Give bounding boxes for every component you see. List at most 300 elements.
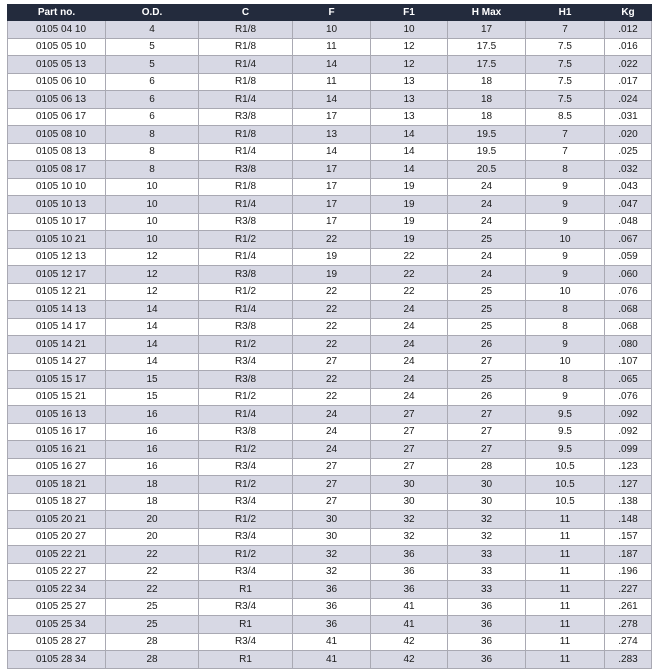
header-part-no: Part no.	[8, 5, 106, 21]
cell-f1: 27	[371, 406, 448, 424]
cell-h1: 7	[526, 126, 605, 144]
cell-f1: 41	[371, 598, 448, 616]
cell-h1: 9	[526, 388, 605, 406]
cell-f: 24	[293, 441, 371, 459]
cell-od: 12	[106, 248, 199, 266]
cell-c: R1/2	[199, 336, 293, 354]
table-row	[8, 108, 652, 126]
table-row	[8, 248, 652, 266]
cell-part-no: 0105 22 21	[8, 546, 106, 564]
cell-f: 36	[293, 598, 371, 616]
cell-od: 8	[106, 161, 199, 179]
cell-f: 19	[293, 266, 371, 284]
table-row	[8, 616, 652, 634]
cell-kg: .261	[605, 598, 652, 616]
cell-od: 12	[106, 266, 199, 284]
cell-f1: 22	[371, 248, 448, 266]
cell-od: 12	[106, 283, 199, 301]
cell-c: R3/4	[199, 633, 293, 651]
cell-kg: .092	[605, 423, 652, 441]
cell-h-max: 19.5	[448, 126, 526, 144]
cell-c: R1	[199, 616, 293, 634]
cell-f: 13	[293, 126, 371, 144]
cell-kg: .012	[605, 21, 652, 39]
cell-part-no: 0105 14 17	[8, 318, 106, 336]
cell-part-no: 0105 15 17	[8, 371, 106, 389]
cell-part-no: 0105 10 21	[8, 231, 106, 249]
table-row	[8, 528, 652, 546]
cell-od: 16	[106, 406, 199, 424]
table-row	[8, 633, 652, 651]
cell-part-no: 0105 10 13	[8, 196, 106, 214]
cell-c: R1	[199, 651, 293, 669]
cell-od: 14	[106, 336, 199, 354]
cell-h-max: 18	[448, 73, 526, 91]
cell-od: 16	[106, 423, 199, 441]
cell-part-no: 0105 05 13	[8, 56, 106, 74]
cell-h-max: 17.5	[448, 56, 526, 74]
cell-h1: 7.5	[526, 73, 605, 91]
cell-h-max: 19.5	[448, 143, 526, 161]
cell-part-no: 0105 22 27	[8, 563, 106, 581]
cell-f1: 24	[371, 301, 448, 319]
cell-f: 24	[293, 423, 371, 441]
cell-od: 28	[106, 633, 199, 651]
cell-part-no: 0105 08 13	[8, 143, 106, 161]
cell-kg: .278	[605, 616, 652, 634]
cell-h1: 11	[526, 581, 605, 599]
table-row	[8, 38, 652, 56]
cell-part-no: 0105 12 21	[8, 283, 106, 301]
cell-f1: 32	[371, 511, 448, 529]
cell-c: R1/4	[199, 301, 293, 319]
cell-c: R1/2	[199, 388, 293, 406]
cell-c: R1/4	[199, 406, 293, 424]
cell-h1: 9.5	[526, 441, 605, 459]
cell-f1: 24	[371, 388, 448, 406]
cell-f1: 42	[371, 651, 448, 669]
cell-h-max: 18	[448, 91, 526, 109]
cell-od: 14	[106, 301, 199, 319]
cell-f: 22	[293, 336, 371, 354]
cell-part-no: 0105 16 27	[8, 458, 106, 476]
table-row	[8, 581, 652, 599]
cell-h-max: 24	[448, 266, 526, 284]
cell-c: R3/8	[199, 318, 293, 336]
table-row	[8, 91, 652, 109]
cell-h1: 7	[526, 143, 605, 161]
cell-h1: 9	[526, 178, 605, 196]
cell-f: 17	[293, 213, 371, 231]
cell-h-max: 20.5	[448, 161, 526, 179]
cell-c: R1/2	[199, 283, 293, 301]
cell-f: 11	[293, 73, 371, 91]
cell-f: 22	[293, 283, 371, 301]
cell-f1: 30	[371, 476, 448, 494]
parts-table-container	[7, 4, 651, 669]
table-row	[8, 161, 652, 179]
cell-h-max: 28	[448, 458, 526, 476]
table-row	[8, 56, 652, 74]
cell-f1: 27	[371, 458, 448, 476]
cell-h1: 11	[526, 598, 605, 616]
cell-od: 10	[106, 178, 199, 196]
cell-f1: 24	[371, 371, 448, 389]
cell-kg: .107	[605, 353, 652, 371]
cell-f: 27	[293, 476, 371, 494]
cell-h1: 8	[526, 161, 605, 179]
cell-f: 36	[293, 581, 371, 599]
cell-od: 6	[106, 108, 199, 126]
cell-f1: 14	[371, 161, 448, 179]
cell-h1: 9.5	[526, 406, 605, 424]
cell-od: 22	[106, 546, 199, 564]
cell-c: R3/8	[199, 213, 293, 231]
cell-h-max: 32	[448, 528, 526, 546]
cell-h-max: 36	[448, 616, 526, 634]
table-header	[8, 5, 652, 21]
cell-kg: .076	[605, 283, 652, 301]
cell-f1: 27	[371, 423, 448, 441]
cell-f1: 24	[371, 336, 448, 354]
cell-od: 15	[106, 388, 199, 406]
cell-od: 10	[106, 196, 199, 214]
cell-part-no: 0105 05 10	[8, 38, 106, 56]
cell-part-no: 0105 16 13	[8, 406, 106, 424]
table-row	[8, 563, 652, 581]
cell-kg: .022	[605, 56, 652, 74]
cell-h1: 10.5	[526, 476, 605, 494]
cell-f: 32	[293, 546, 371, 564]
cell-part-no: 0105 15 21	[8, 388, 106, 406]
cell-c: R1/2	[199, 476, 293, 494]
cell-h-max: 25	[448, 301, 526, 319]
cell-kg: .060	[605, 266, 652, 284]
cell-c: R1/4	[199, 248, 293, 266]
table-row	[8, 318, 652, 336]
cell-f: 24	[293, 406, 371, 424]
cell-h1: 7.5	[526, 56, 605, 74]
cell-f: 27	[293, 353, 371, 371]
header-row	[8, 5, 652, 21]
cell-f: 41	[293, 651, 371, 669]
cell-h1: 11	[526, 633, 605, 651]
cell-f: 17	[293, 196, 371, 214]
cell-part-no: 0105 12 13	[8, 248, 106, 266]
cell-f1: 27	[371, 441, 448, 459]
cell-kg: .068	[605, 301, 652, 319]
cell-f1: 22	[371, 266, 448, 284]
cell-c: R1/8	[199, 73, 293, 91]
cell-f: 10	[293, 21, 371, 39]
cell-od: 8	[106, 126, 199, 144]
header-f: F	[293, 5, 371, 21]
cell-f1: 19	[371, 178, 448, 196]
cell-od: 20	[106, 528, 199, 546]
cell-h-max: 27	[448, 353, 526, 371]
cell-od: 18	[106, 493, 199, 511]
cell-h-max: 30	[448, 476, 526, 494]
cell-h-max: 24	[448, 213, 526, 231]
cell-c: R1/2	[199, 441, 293, 459]
cell-f: 30	[293, 511, 371, 529]
cell-f1: 41	[371, 616, 448, 634]
cell-part-no: 0105 12 17	[8, 266, 106, 284]
cell-h1: 11	[526, 528, 605, 546]
cell-f1: 19	[371, 231, 448, 249]
table-row	[8, 266, 652, 284]
cell-c: R3/8	[199, 161, 293, 179]
cell-part-no: 0105 16 21	[8, 441, 106, 459]
cell-kg: .032	[605, 161, 652, 179]
cell-part-no: 0105 16 17	[8, 423, 106, 441]
table-row	[8, 73, 652, 91]
cell-h-max: 33	[448, 581, 526, 599]
cell-kg: .024	[605, 91, 652, 109]
cell-h-max: 27	[448, 441, 526, 459]
cell-od: 14	[106, 318, 199, 336]
table-row	[8, 126, 652, 144]
cell-kg: .274	[605, 633, 652, 651]
table-row	[8, 511, 652, 529]
table-row	[8, 353, 652, 371]
cell-part-no: 0105 20 27	[8, 528, 106, 546]
cell-f1: 19	[371, 213, 448, 231]
cell-f: 22	[293, 318, 371, 336]
cell-h1: 11	[526, 651, 605, 669]
cell-h-max: 30	[448, 493, 526, 511]
cell-f: 17	[293, 161, 371, 179]
cell-od: 16	[106, 441, 199, 459]
cell-od: 18	[106, 476, 199, 494]
cell-part-no: 0105 14 13	[8, 301, 106, 319]
table-row	[8, 301, 652, 319]
cell-part-no: 0105 20 21	[8, 511, 106, 529]
cell-f: 14	[293, 56, 371, 74]
table-row	[8, 283, 652, 301]
cell-kg: .047	[605, 196, 652, 214]
cell-od: 28	[106, 651, 199, 669]
cell-f1: 30	[371, 493, 448, 511]
table-row	[8, 651, 652, 669]
cell-part-no: 0105 04 10	[8, 21, 106, 39]
cell-h-max: 17	[448, 21, 526, 39]
cell-f: 32	[293, 563, 371, 581]
cell-h-max: 25	[448, 371, 526, 389]
header-h1: H1	[526, 5, 605, 21]
cell-c: R1/2	[199, 546, 293, 564]
header-c: C	[199, 5, 293, 21]
table-row	[8, 441, 652, 459]
cell-h-max: 17.5	[448, 38, 526, 56]
cell-c: R3/4	[199, 563, 293, 581]
cell-c: R3/8	[199, 108, 293, 126]
cell-kg: .076	[605, 388, 652, 406]
cell-h-max: 27	[448, 423, 526, 441]
cell-f1: 36	[371, 563, 448, 581]
cell-od: 10	[106, 213, 199, 231]
cell-od: 20	[106, 511, 199, 529]
cell-c: R3/4	[199, 493, 293, 511]
cell-kg: .157	[605, 528, 652, 546]
cell-f1: 22	[371, 283, 448, 301]
cell-kg: .127	[605, 476, 652, 494]
cell-kg: .048	[605, 213, 652, 231]
cell-h-max: 25	[448, 318, 526, 336]
cell-h1: 8	[526, 371, 605, 389]
cell-f1: 10	[371, 21, 448, 39]
cell-h-max: 33	[448, 546, 526, 564]
cell-part-no: 0105 10 10	[8, 178, 106, 196]
cell-kg: .017	[605, 73, 652, 91]
table-row	[8, 458, 652, 476]
cell-f: 17	[293, 108, 371, 126]
cell-h-max: 24	[448, 248, 526, 266]
cell-od: 5	[106, 38, 199, 56]
cell-kg: .283	[605, 651, 652, 669]
cell-kg: .068	[605, 318, 652, 336]
cell-f: 41	[293, 633, 371, 651]
cell-kg: .227	[605, 581, 652, 599]
cell-h1: 9.5	[526, 423, 605, 441]
cell-od: 6	[106, 73, 199, 91]
cell-f1: 36	[371, 581, 448, 599]
cell-c: R1/4	[199, 91, 293, 109]
cell-part-no: 0105 06 10	[8, 73, 106, 91]
cell-kg: .065	[605, 371, 652, 389]
table-row	[8, 546, 652, 564]
cell-h-max: 33	[448, 563, 526, 581]
cell-part-no: 0105 25 34	[8, 616, 106, 634]
cell-od: 25	[106, 616, 199, 634]
cell-part-no: 0105 08 17	[8, 161, 106, 179]
cell-h-max: 32	[448, 511, 526, 529]
cell-f: 14	[293, 91, 371, 109]
cell-od: 16	[106, 458, 199, 476]
cell-h1: 9	[526, 248, 605, 266]
cell-c: R1/4	[199, 143, 293, 161]
table-row	[8, 143, 652, 161]
cell-c: R3/4	[199, 598, 293, 616]
cell-h1: 7.5	[526, 38, 605, 56]
parts-spec-table	[7, 4, 652, 669]
cell-c: R1/4	[199, 196, 293, 214]
cell-c: R1/8	[199, 21, 293, 39]
cell-h1: 8	[526, 318, 605, 336]
cell-f: 22	[293, 301, 371, 319]
table-row	[8, 336, 652, 354]
cell-c: R3/4	[199, 458, 293, 476]
cell-c: R1/8	[199, 178, 293, 196]
cell-part-no: 0105 22 34	[8, 581, 106, 599]
cell-h1: 11	[526, 546, 605, 564]
cell-kg: .196	[605, 563, 652, 581]
cell-h1: 9	[526, 196, 605, 214]
cell-h-max: 24	[448, 178, 526, 196]
cell-h1: 10.5	[526, 493, 605, 511]
cell-c: R1/8	[199, 126, 293, 144]
cell-od: 6	[106, 91, 199, 109]
cell-h-max: 27	[448, 406, 526, 424]
cell-h-max: 24	[448, 196, 526, 214]
cell-f1: 14	[371, 126, 448, 144]
cell-f1: 24	[371, 353, 448, 371]
cell-h-max: 25	[448, 283, 526, 301]
cell-f: 22	[293, 231, 371, 249]
cell-h-max: 26	[448, 336, 526, 354]
cell-f: 17	[293, 178, 371, 196]
cell-h1: 7.5	[526, 91, 605, 109]
cell-f: 19	[293, 248, 371, 266]
table-row	[8, 231, 652, 249]
cell-kg: .043	[605, 178, 652, 196]
cell-part-no: 0105 06 17	[8, 108, 106, 126]
cell-h1: 9	[526, 336, 605, 354]
table-row	[8, 423, 652, 441]
cell-od: 22	[106, 563, 199, 581]
header-kg: Kg	[605, 5, 652, 21]
header-od: O.D.	[106, 5, 199, 21]
cell-f1: 42	[371, 633, 448, 651]
header-h-max: H Max	[448, 5, 526, 21]
cell-h-max: 25	[448, 231, 526, 249]
cell-part-no: 0105 14 21	[8, 336, 106, 354]
cell-f: 22	[293, 388, 371, 406]
cell-f: 11	[293, 38, 371, 56]
cell-f1: 12	[371, 38, 448, 56]
cell-part-no: 0105 14 27	[8, 353, 106, 371]
cell-c: R3/8	[199, 423, 293, 441]
cell-f: 22	[293, 371, 371, 389]
cell-f: 14	[293, 143, 371, 161]
table-row	[8, 213, 652, 231]
cell-kg: .099	[605, 441, 652, 459]
header-f1: F1	[371, 5, 448, 21]
cell-h-max: 18	[448, 108, 526, 126]
cell-od: 4	[106, 21, 199, 39]
cell-h-max: 26	[448, 388, 526, 406]
cell-part-no: 0105 28 34	[8, 651, 106, 669]
cell-part-no: 0105 18 21	[8, 476, 106, 494]
cell-kg: .025	[605, 143, 652, 161]
cell-f1: 14	[371, 143, 448, 161]
cell-part-no: 0105 06 13	[8, 91, 106, 109]
cell-h1: 7	[526, 21, 605, 39]
table-row	[8, 371, 652, 389]
cell-h1: 11	[526, 563, 605, 581]
cell-c: R3/4	[199, 353, 293, 371]
cell-kg: .148	[605, 511, 652, 529]
cell-h1: 10.5	[526, 458, 605, 476]
cell-c: R3/8	[199, 266, 293, 284]
cell-part-no: 0105 28 27	[8, 633, 106, 651]
cell-c: R3/4	[199, 528, 293, 546]
cell-h1: 10	[526, 283, 605, 301]
cell-h1: 8	[526, 301, 605, 319]
table-row	[8, 406, 652, 424]
cell-kg: .016	[605, 38, 652, 56]
cell-f1: 19	[371, 196, 448, 214]
cell-h-max: 36	[448, 633, 526, 651]
cell-f1: 12	[371, 56, 448, 74]
cell-h1: 9	[526, 266, 605, 284]
cell-f: 27	[293, 493, 371, 511]
cell-od: 14	[106, 353, 199, 371]
cell-kg: .123	[605, 458, 652, 476]
table-row	[8, 388, 652, 406]
cell-f1: 13	[371, 73, 448, 91]
cell-c: R1	[199, 581, 293, 599]
